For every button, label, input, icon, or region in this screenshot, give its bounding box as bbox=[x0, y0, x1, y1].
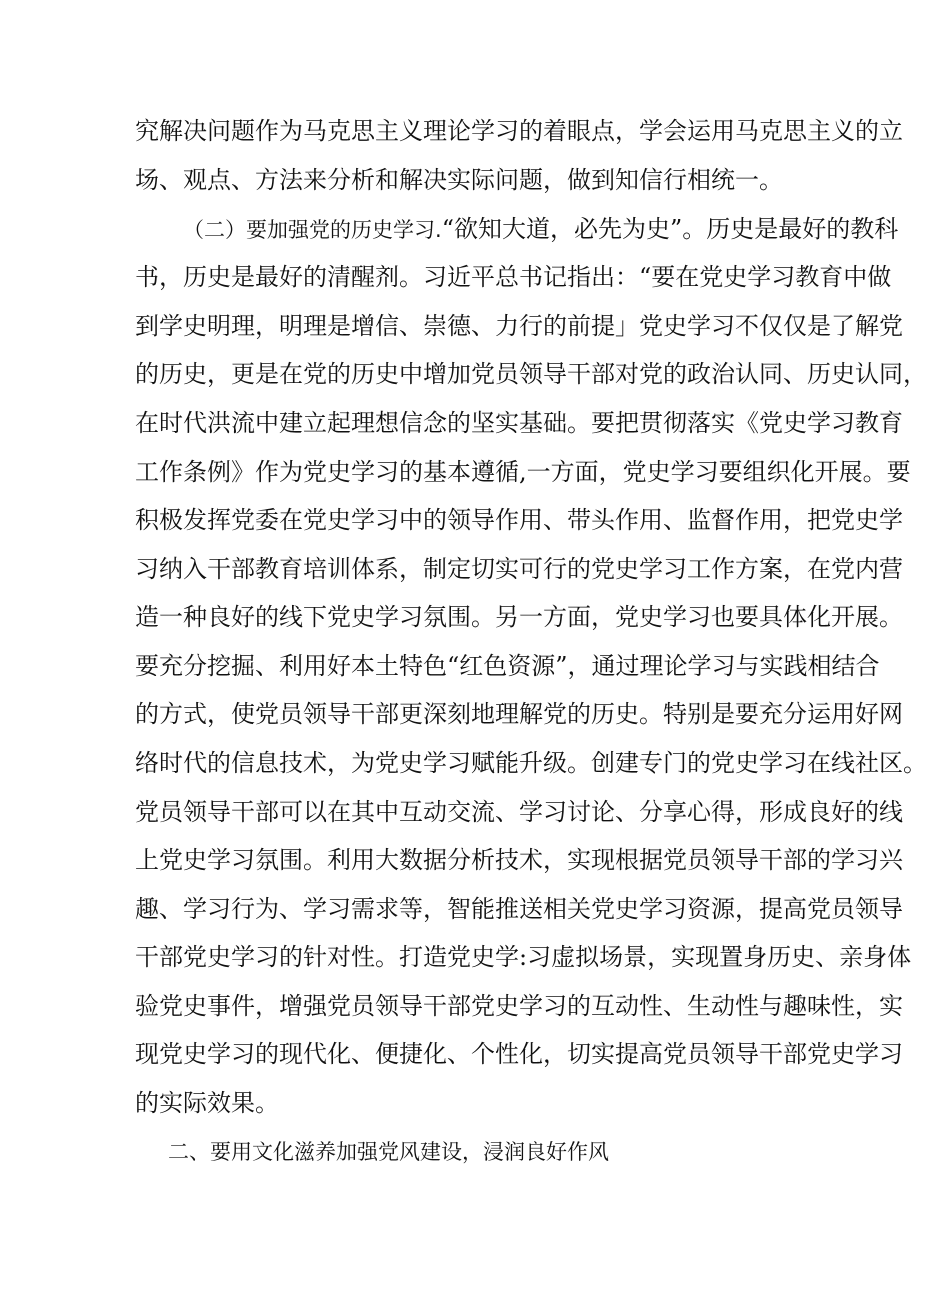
paragraph-line: 究解决问题作为马克思主义理论学习的着眼点，学会运用马克思主义的立 bbox=[135, 117, 903, 145]
section-two-first-line-text: “欲知大道，必先为史”。历史是最好的教科 bbox=[441, 215, 899, 243]
paragraph-line: 造一种良好的线下党史学习氛围。另一方面，党史学习也要具体化开展。 bbox=[135, 603, 903, 631]
paragraph-line: 的实际效果。 bbox=[135, 1089, 279, 1117]
paragraph-line: 干部党史学习的针对性。打造党史学:习虚拟场景，实现置身历史、亲身体 bbox=[135, 943, 912, 971]
paragraph-line: 党员领导干部可以在其中互动交流、学习讨论、分享心得，形成良好的线 bbox=[135, 798, 903, 826]
paragraph-line: 的历史，更是在党的历史中增加党员领导干部对党的政治认同、历史认同， bbox=[135, 360, 927, 388]
paragraph-line: 的方式，使党员领导干部更深刻地理解党的历史。特别是要充分运用好网 bbox=[135, 700, 903, 728]
section-two-label: （二）要加强党的历史学习. bbox=[183, 218, 442, 242]
paragraph-line: 工作条例》作为党史学习的基本遵循,一方面，党史学习要组织化开展。要 bbox=[135, 458, 911, 486]
paragraph-line: 验党史事件，增强党员领导干部党史学习的互动性、生动性与趣味性，实 bbox=[135, 992, 903, 1020]
section-heading: 二、要用文化滋养加强党风建设，浸润良好作风 bbox=[168, 1140, 609, 1164]
paragraph-line: 在时代洪流中建立起理想信念的坚实基础。要把贯彻落实《党史学习教育 bbox=[135, 409, 903, 437]
paragraph-line: 络时代的信息技术，为党史学习赋能升级。创建专门的党史学习在线社区。 bbox=[135, 749, 927, 777]
paragraph-line: 趣、学习行为、学习需求等，智能推送相关党史学习资源，提高党员领导 bbox=[135, 895, 903, 923]
paragraph-line: 习纳入干部教育培训体系，制定切实可行的党史学习工作方案，在党内营 bbox=[135, 555, 903, 583]
paragraph-line: 书，历史是最好的清醒剂。习近平总书记指出：“要在党史学习教育中做 bbox=[135, 263, 892, 291]
section-two-first-line bbox=[183, 212, 899, 247]
paragraph-line: 上党史学习氛围。利用大数据分析技术，实现根据党员领导干部的学习兴 bbox=[135, 846, 903, 874]
paragraph-line: 积极发挥党委在党史学习中的领导作用、带头作用、监督作用，把党史学 bbox=[135, 506, 903, 534]
paragraph-line: 场、观点、方法来分析和解决实际问题，做到知信行相统一。 bbox=[135, 166, 783, 194]
paragraph-line: 要充分挖掘、利用好本土特色“红色资源”，通过理论学习与实践相结合 bbox=[135, 652, 880, 680]
paragraph-line: 现党史学习的现代化、便捷化、个性化，切实提高党员领导干部党史学习 bbox=[135, 1040, 903, 1068]
paragraph-line: 到学史明理，明理是增信、崇德、力行的前提」党史学习不仅仅是了解党 bbox=[135, 312, 903, 340]
